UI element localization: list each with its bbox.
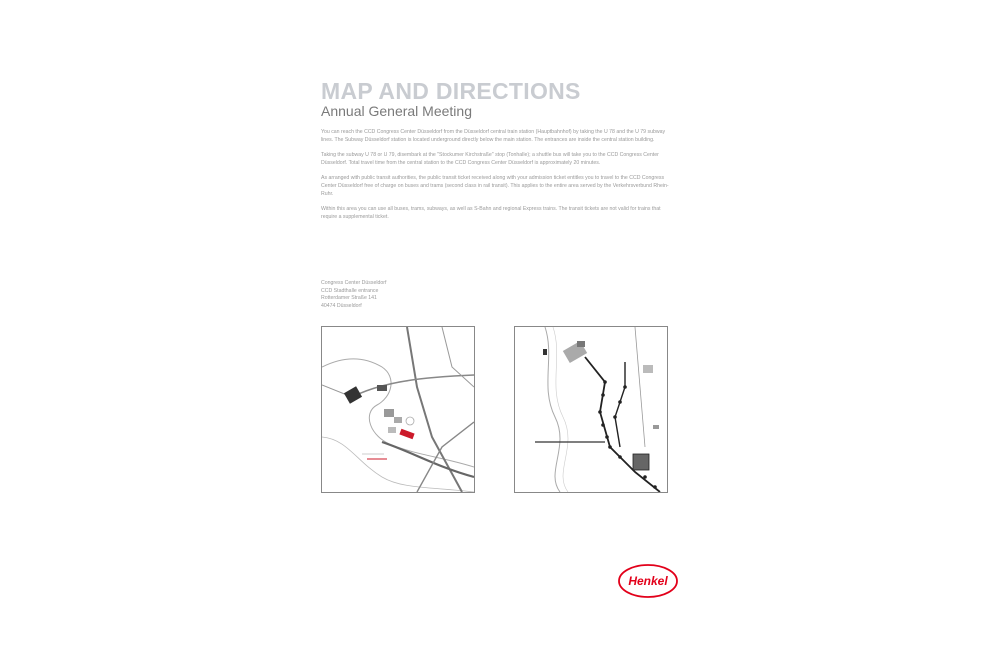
transit-line-map — [514, 326, 668, 493]
transit-map-graphic — [515, 327, 667, 492]
page-subtitle: Annual General Meeting — [321, 103, 472, 119]
address-line: 40474 Düsseldorf — [321, 302, 362, 309]
street-map-graphic — [322, 327, 474, 492]
address-line: CCD Stadthalle entrance — [321, 287, 379, 294]
paragraph: Taking the subway U 78 or U 79, disembark at the "Stockumer Kirchstraße" stop (Tonhalle); a shuttle bus will take you to the CCD Congress Center Düsseldorf. Total travel time from the central station to the CCD Congress Center Düsseldorf is approximately 20 minutes. — [321, 152, 659, 166]
venue-address — [321, 280, 386, 310]
henkel-logo — [617, 563, 679, 599]
address-line: Rotterdamer Straße 141 — [321, 295, 377, 302]
paragraph: Within this area you can use all buses, trams, subways, as well as S-Bahn and regional Express trains. The transit tickets are not valid for trains that require a supplemental ticket. — [321, 206, 661, 220]
paragraph: As arranged with public transit authorities, the public transit ticket received along with your admission ticket entitles you to travel to the CCD Congress Center Düsseldorf free of charge on buses and trams (second class in rail transit). This applies to the entire area served by the Verkehrsverbund Rhein-Ruhr. — [321, 175, 669, 197]
address-line: Congress Center Düsseldorf — [321, 280, 387, 286]
venue-street-map — [321, 326, 475, 493]
paragraph: You can reach the CCD Congress Center Düsseldorf from the Düsseldorf central train station (Hauptbahnhof) by taking the U 78 and the U 79 subway lines. The Subway Düsseldorf station is located underground directly below the main station. The entrances are inside the central station building. — [321, 129, 666, 143]
logo-text: Henkel — [628, 574, 668, 588]
page-title: MAP AND DIRECTIONS — [321, 78, 581, 104]
directions-text — [321, 129, 676, 229]
